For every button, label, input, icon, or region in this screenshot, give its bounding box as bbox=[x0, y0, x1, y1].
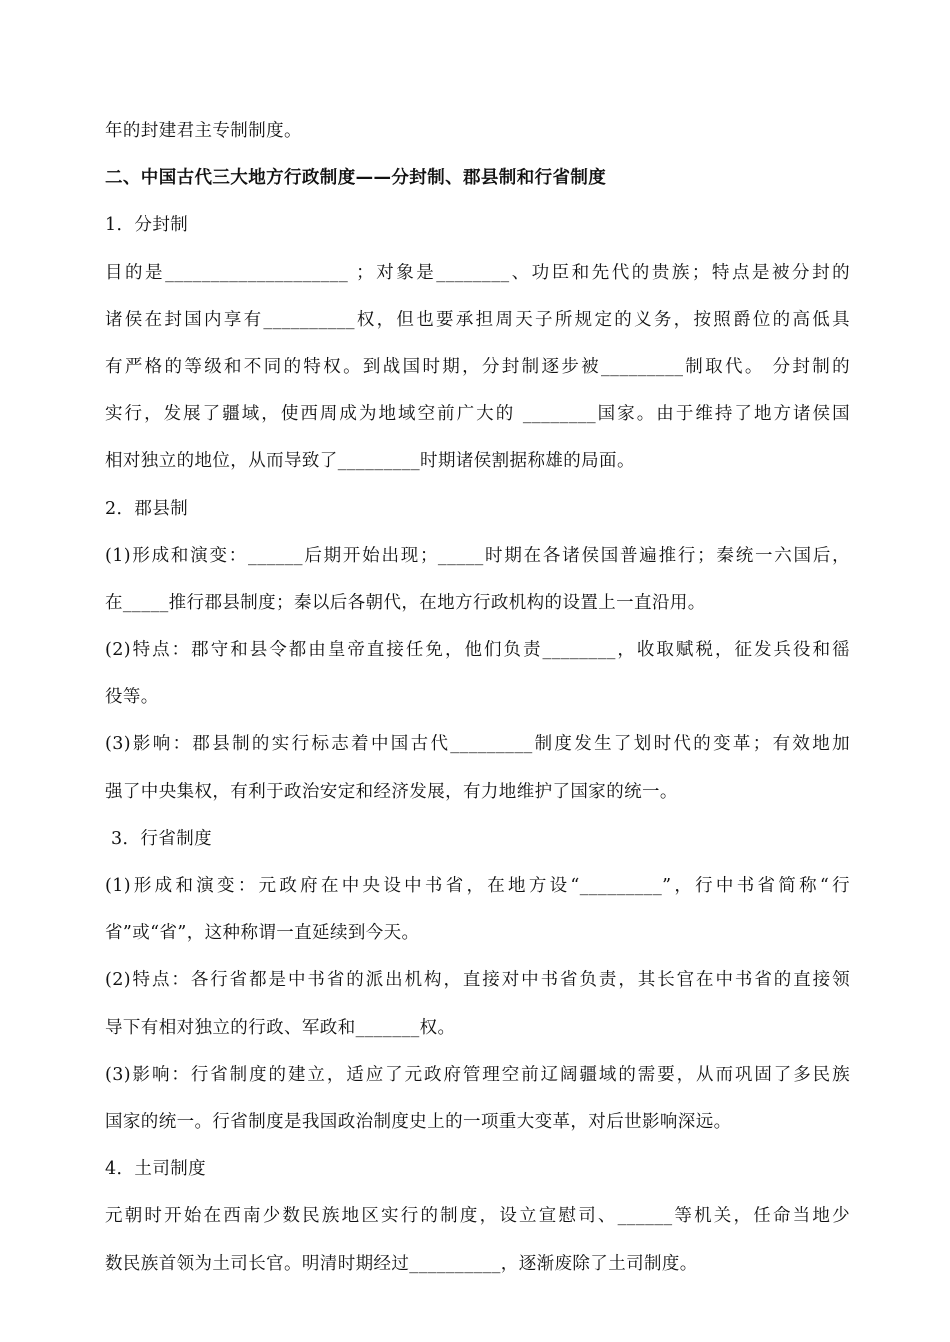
text-line: (2)特点：郡守和县令都由皇帝直接任免，他们负责________，收取赋税，征发兵役和徭 bbox=[105, 640, 850, 661]
subsection-heading: 3．行省制度 bbox=[111, 828, 213, 849]
subsection-heading: 4．土司制度 bbox=[105, 1159, 207, 1180]
text-line: 目的是____________________ ；对象是________、功臣和先代的贵族；特点是被分封的 bbox=[105, 262, 850, 283]
text-line: 有严格的等级和不同的特权。到战国时期，分封制逐步被_________制取代。 分封制的 bbox=[105, 356, 850, 377]
text-line: 役等。 bbox=[105, 687, 159, 708]
text-line: 实行，发展了疆域，使西周成为地域空前广大的 ________国家。由于维持了地方诸侯国 bbox=[105, 404, 850, 425]
text-line: (3)影响：行省制度的建立，适应了元政府管理空前辽阔疆域的需要，从而巩固了多民族 bbox=[105, 1064, 850, 1085]
text-line: 相对独立的地位，从而导致了_________时期诸侯割据称雄的局面。 bbox=[105, 451, 635, 472]
text-line: (2)特点：各行省都是中书省的派出机构，直接对中书省负责，其长官在中书省的直接领 bbox=[105, 970, 850, 991]
text-line: (1)形成和演变：______后期开始出现；_____时期在各诸侯国普遍推行；秦统一六国后， bbox=[105, 545, 850, 566]
text-line: (1)形成和演变：元政府在中央设中书省，在地方设“_________”，行中书省简称“行 bbox=[105, 876, 850, 896]
text-line: 导下有相对独立的行政、军政和_______权。 bbox=[105, 1017, 456, 1038]
text-line: 元朝时开始在西南少数民族地区实行的制度，设立宣慰司、______等机关，任命当地少 bbox=[105, 1206, 850, 1227]
text-line: 数民族首领为土司长官。明清时期经过__________，逐渐废除了土司制度。 bbox=[105, 1253, 698, 1274]
text-line: 在_____推行郡县制度；秦以后各朝代，在地方行政机构的设置上一直沿用。 bbox=[105, 592, 706, 613]
text-line: (3)影响：郡县制的实行标志着中国古代_________制度发生了划时代的变革；有效地加 bbox=[105, 734, 850, 755]
text-line: 强了中央集权，有利于政治安定和经济发展，有力地维护了国家的统一。 bbox=[105, 781, 678, 802]
text-line: 年的封建君主专制制度。 bbox=[105, 121, 302, 141]
text-line: 省”或“省”，这种称谓一直延续到今天。 bbox=[105, 923, 420, 944]
subsection-heading: 1．分封制 bbox=[105, 215, 189, 236]
text-line: 国家的统一。行省制度是我国政治制度史上的一项重大变革，对后世影响深远。 bbox=[105, 1111, 732, 1132]
document-page bbox=[105, 108, 850, 1288]
section-heading: 二、中国古代三大地方行政制度——分封制、郡县制和行省制度 bbox=[105, 168, 607, 189]
text-line: 诸侯在封国内享有__________权，但也要承担周天子所规定的义务，按照爵位的高低具 bbox=[105, 309, 850, 330]
subsection-heading: 2．郡县制 bbox=[105, 498, 189, 519]
